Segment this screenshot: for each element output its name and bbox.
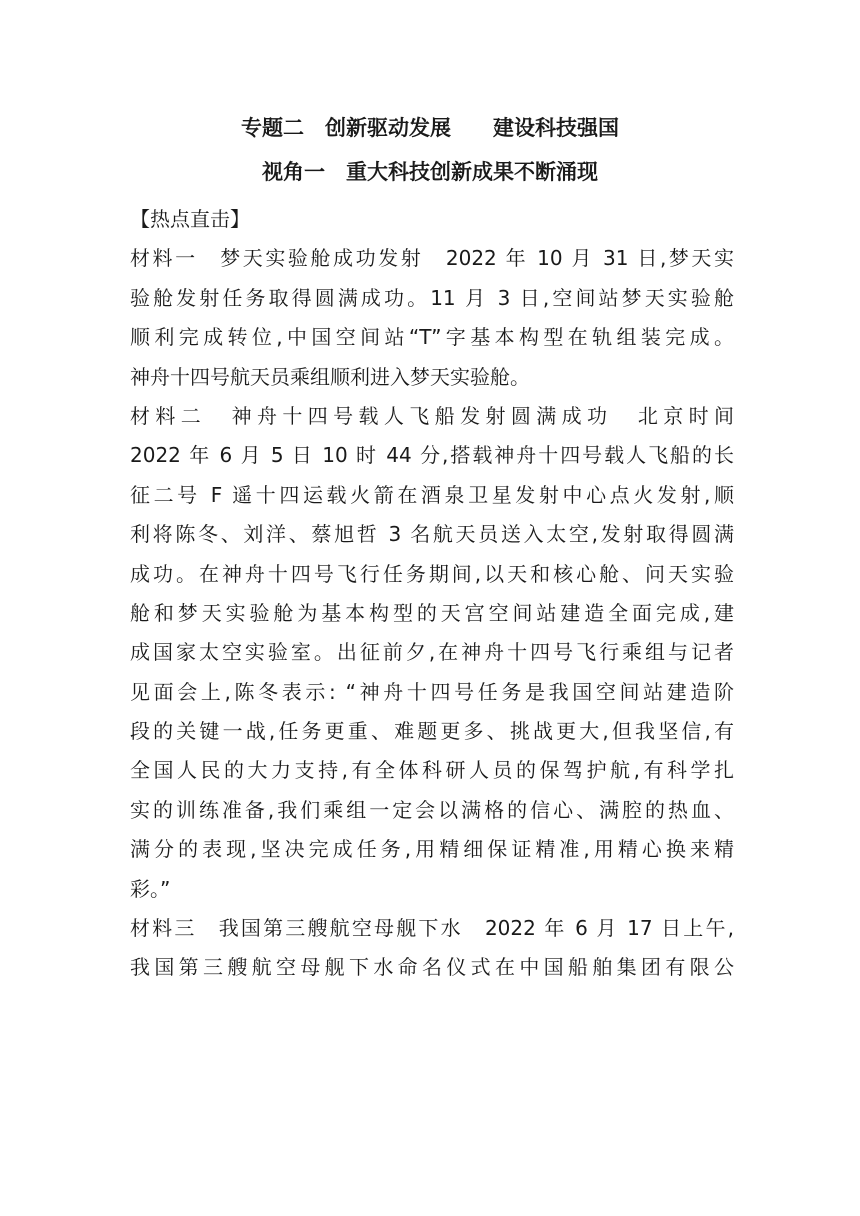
paragraph-line: 实的训练准备,我们乘组一定会以满格的信心、满腔的热血、: [130, 797, 734, 822]
paragraph-line: 成国家太空实验室。出征前夕,在神舟十四号飞行乘组与记者: [130, 640, 734, 665]
paragraph-line: 舱和梦天实验舱为基本构型的天宫空间站建造全面完成,建: [130, 600, 734, 625]
paragraph-line: 全国人民的大力支持,有全体科研人员的保驾护航,有科学扎: [130, 758, 734, 783]
paragraph-line: 征二号 F 遥十四运载火箭在酒泉卫星发射中心点火发射,顺: [130, 482, 734, 507]
document-body: [130, 200, 734, 988]
paragraph-line: 材料二 神舟十四号载人飞船发射圆满成功 北京时间: [130, 403, 734, 428]
paragraph-line: 见面会上,陈冬表示: “神舟十四号任务是我国空间站建造阶: [130, 679, 734, 704]
paragraph-line: 成功。在神舟十四号飞行任务期间,以天和核心舱、问天实验: [130, 561, 734, 586]
section-heading: 【热点直击】: [130, 207, 250, 231]
document-title: 专题二 创新驱动发展 建设科技强国: [241, 116, 619, 140]
document-subtitle: 视角一 重大科技创新成果不断涌现: [262, 160, 598, 184]
paragraph-line: 利将陈冬、刘洋、蔡旭哲 3 名航天员送入太空,发射取得圆满: [130, 522, 734, 547]
paragraph-line: 验舱发射任务取得圆满成功。11 月 3 日,空间站梦天实验舱: [130, 285, 734, 310]
paragraph-line: 满分的表现,坚决完成任务,用精细保证精准,用精心换来精: [130, 837, 734, 862]
paragraph-line: 彩。”: [130, 876, 171, 901]
paragraph-line: 我国第三艘航空母舰下水命名仪式在中国船舶集团有限公: [130, 955, 734, 980]
paragraph-line: 神舟十四号航天员乘组顺利进入梦天实验舱。: [130, 364, 530, 389]
paragraph-line: 材料一 梦天实验舱成功发射 2022 年 10 月 31 日,梦天实: [130, 246, 734, 271]
paragraph-line: 材料三 我国第三艘航空母舰下水 2022 年 6 月 17 日上午,: [130, 916, 734, 941]
paragraph-line: 顺利完成转位,中国空间站“T”字基本构型在轨组装完成。: [130, 325, 734, 350]
paragraph-line: 段的关键一战,任务更重、难题更多、挑战更大,但我坚信,有: [130, 719, 734, 744]
paragraph-line: 2022 年 6 月 5 日 10 时 44 分,搭载神舟十四号载人飞船的长: [130, 443, 734, 468]
